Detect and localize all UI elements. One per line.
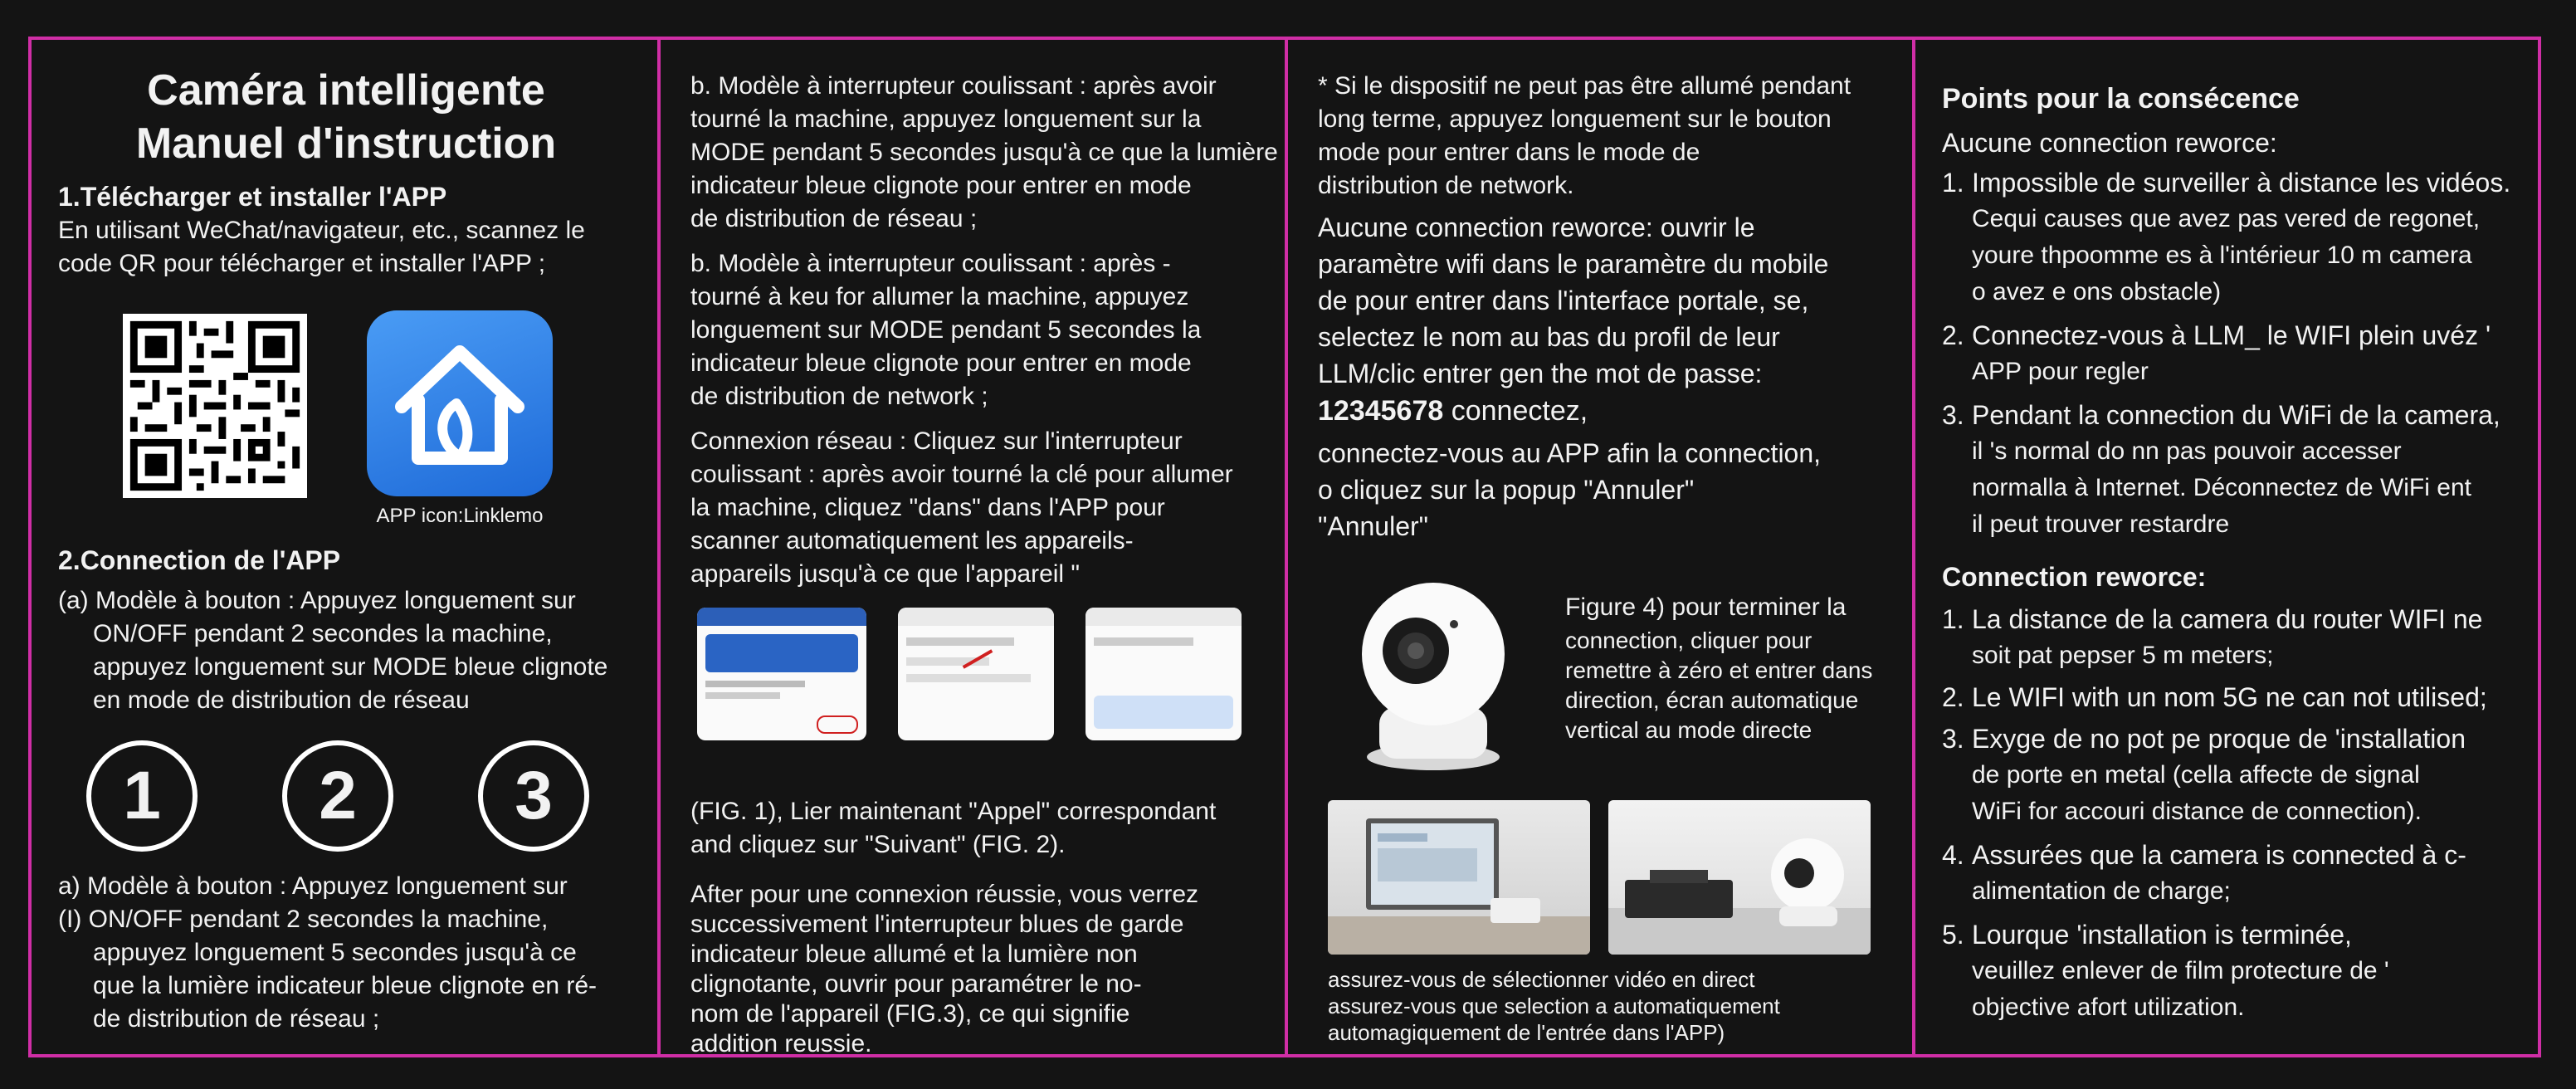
fig-caption-line: (FIG. 1), Lier maintenant "Appel" correspondant <box>690 798 1217 825</box>
para-after-line: clignotante, ouvrir pour paramétrer le no- <box>690 970 1142 998</box>
list1-line: Impossible de surveiller à distance les vidéos. <box>1972 168 2511 198</box>
figure4-line: Figure 4) pour terminer la <box>1565 593 1847 621</box>
precautions-heading: Points pour la consécence <box>1942 83 2300 115</box>
list1-line: youre thpoomme es à l'intérieur 10 m camera <box>1972 242 2472 269</box>
instruction-sheet <box>28 37 2541 1057</box>
step-number-3: 3 <box>478 740 589 852</box>
step2a-repeat-line: (I) ON/OFF pendant 2 secondes la machine, <box>58 906 549 933</box>
list2-line: objective afort utilization. <box>1972 994 2245 1021</box>
para-b2-line: de distribution de network ; <box>690 383 988 410</box>
list1-line: APP pour regler <box>1972 358 2149 385</box>
para-b2-line: longuement sur MODE pendant 5 secondes la <box>690 316 1202 344</box>
panel-1 <box>32 40 661 1054</box>
para-b1-line: tourné la machine, appuyez longuement sur la <box>690 105 1202 133</box>
list2-line: Exyge de no pot pe proque de 'installation <box>1972 724 2466 754</box>
step2a-line: appuyez longuement sur MODE bleue clignote <box>93 653 608 681</box>
list1-number: 2. <box>1942 320 1964 350</box>
step1-line: En utilisant WeChat/navigateur, etc., scannez le <box>58 217 585 244</box>
photo-caption-line: assurez-vous de sélectionner vidéo en direct <box>1328 967 1755 992</box>
app-icon-caption: APP icon:Linklemo <box>376 505 544 527</box>
title-line-1: Caméra intelligente <box>147 66 545 115</box>
password-line <box>1318 392 1588 430</box>
figure4-line: vertical au mode directe <box>1565 717 1812 743</box>
list1-line: Cequi causes que avez pas vered de regonet, <box>1972 205 2481 232</box>
para-b2-line: indicateur bleue clignote pour entrer en mode <box>690 349 1192 377</box>
monitor-photo <box>1328 800 1590 955</box>
list2-number: 4. <box>1942 840 1964 870</box>
para-b1-line: b. Modèle à interrupteur coulissant : après avoir <box>690 72 1217 100</box>
photo-caption-line: assurez-vous que selection a automatiquement <box>1328 994 1780 1018</box>
camera-illustration <box>1346 574 1520 774</box>
para-b1-line: indicateur bleue clignote pour entrer en mode <box>690 172 1192 199</box>
para-b2-line: b. Modèle à interrupteur coulissant : après - <box>690 250 1171 277</box>
para-connexion-line: Connexion réseau : Cliquez sur l'interrupteur <box>690 427 1183 455</box>
list2-line: soit pat pepser 5 m meters; <box>1972 642 2274 669</box>
sub-heading-2: Connection reworce: <box>1942 562 2207 592</box>
list2-line: Le WIFI with un nom 5G ne can not utilised; <box>1972 682 2487 712</box>
list1-number: 1. <box>1942 168 1964 198</box>
para-connexion-line: appareils jusqu'à ce que l'appareil " <box>690 560 1081 588</box>
para-conn2-line: connectez-vous au APP afin la connection, <box>1318 438 1822 468</box>
para-after-line: addition reussie. <box>690 1030 872 1057</box>
para-after-line: successivement l'interrupteur blues de garde <box>690 911 1184 938</box>
para-top-line: distribution de network. <box>1318 172 1574 199</box>
step-number-2: 2 <box>282 740 393 852</box>
panel-4 <box>1915 40 2538 1054</box>
sub-heading-1: Aucune connection reworce: <box>1942 128 2277 158</box>
list1-line: il 's normal do nn pas pouvoir accesser <box>1972 437 2402 465</box>
list2-line: La distance de la camera du router WIFI ne <box>1972 604 2483 634</box>
para-conn-line: Aucune connection reworce: ouvrir le <box>1318 212 1755 242</box>
desk-camera-photo <box>1608 800 1871 955</box>
figure4-line: remettre à zéro et entrer dans <box>1565 657 1873 683</box>
list1-line: Pendant la connection du WiFi de la camera, <box>1972 400 2500 430</box>
para-connexion-line: scanner automatiquement les appareils- <box>690 527 1134 554</box>
list2-number: 3. <box>1942 724 1964 754</box>
panel-2 <box>661 40 1288 1057</box>
para-conn2-line: o cliquez sur la popup "Annuler" <box>1318 475 1695 505</box>
phone-screenshot <box>1086 608 1242 740</box>
step1-heading: 1.Télécharger et installer l'APP <box>58 182 447 212</box>
list2-line: veuillez enlever de film protecture de ' <box>1972 957 2389 984</box>
step2a-repeat-line: a) Modèle à bouton : Appuyez longuement sur <box>58 872 568 900</box>
step2-heading: 2.Connection de l'APP <box>58 545 341 575</box>
list1-number: 3. <box>1942 400 1964 430</box>
para-conn-line: LLM/clic entrer gen the mot de passe: <box>1318 359 1763 388</box>
para-b1-line: de distribution de réseau ; <box>690 205 978 232</box>
step2a-line: ON/OFF pendant 2 secondes la machine, <box>93 620 553 647</box>
step1-line: code QR pour télécharger et installer l'APP ; <box>58 250 546 277</box>
title-line-2: Manuel d'instruction <box>135 120 557 168</box>
para-top-line: * Si le dispositif ne peut pas être allumé pendant <box>1318 72 1852 100</box>
para-after-line: indicateur bleue allumé et la lumière non <box>690 940 1138 968</box>
list2-line: WiFi for accouri distance de connection). <box>1972 798 2422 825</box>
list2-line: alimentation de charge; <box>1972 877 2231 905</box>
list1-line: normalla à Internet. Déconnectez de WiFi ent <box>1972 474 2471 501</box>
qr-code-icon <box>123 314 307 498</box>
figure4-line: connection, cliquer pour <box>1565 628 1812 653</box>
phone-screenshot <box>697 608 866 740</box>
list2-number: 1. <box>1942 604 1964 634</box>
list1-line: o avez e ons obstacle) <box>1972 278 2222 305</box>
phone-screenshot <box>898 608 1054 740</box>
para-conn2-line: "Annuler" <box>1318 511 1429 541</box>
list2-number: 5. <box>1942 920 1964 950</box>
home-leaf-app-icon <box>367 310 553 496</box>
list2-line: de porte en metal (cella affecte de signal <box>1972 761 2420 789</box>
fig-caption-line: and cliquez sur "Suivant" (FIG. 2). <box>690 831 1066 858</box>
step-number-1: 1 <box>86 740 198 852</box>
list2-number: 2. <box>1942 682 1964 712</box>
para-after-line: After pour une connexion réussie, vous verrez <box>690 881 1198 908</box>
list2-line: Lourque 'installation is terminée, <box>1972 920 2352 950</box>
list1-line: il peut trouver restardre <box>1972 510 2230 538</box>
step2a-line: en mode de distribution de réseau <box>93 686 470 714</box>
panel-3 <box>1288 40 1915 1054</box>
step2a-repeat-line: appuyez longuement 5 secondes jusqu'à ce <box>93 939 577 966</box>
para-connexion-line: coulissant : après avoir tourné la clé pour allumer <box>690 461 1233 488</box>
password-suffix: connectez, <box>1451 395 1588 427</box>
wifi-password: 12345678 <box>1318 395 1444 427</box>
para-top-line: long terme, appuyez longuement sur le bouton <box>1318 105 1832 133</box>
para-b1-line: MODE pendant 5 secondes jusqu'à ce que la lumière <box>690 139 1278 166</box>
list2-line: Assurées que la camera is connected à c- <box>1972 840 2466 870</box>
para-b2-line: tourné à keu for allumer la machine, appuyez <box>690 283 1189 310</box>
photo-caption-line: automagiquement de l'entrée dans l'APP) <box>1328 1020 1725 1045</box>
para-conn-line: paramètre wifi dans le paramètre du mobile <box>1318 249 1829 279</box>
step2a-repeat-line: de distribution de réseau ; <box>93 1005 380 1033</box>
list1-line: Connectez-vous à LLM_ le WIFI plein uvéz ' <box>1972 320 2491 350</box>
step2a-line: (a) Modèle à bouton : Appuyez longuement sur <box>58 587 576 614</box>
para-connexion-line: la machine, cliquez "dans" dans l'APP pour <box>690 494 1165 521</box>
para-top-line: mode pour entrer dans le mode de <box>1318 139 1700 166</box>
para-conn-line: de pour entrer dans l'interface portale, se, <box>1318 286 1809 315</box>
para-conn-line: selectez le nom au bas du profil de leur <box>1318 322 1780 352</box>
step2a-repeat-line: que la lumière indicateur bleue clignote en ré- <box>93 972 598 999</box>
para-after-line: nom de l'appareil (FIG.3), ce qui signifie <box>690 1000 1130 1028</box>
figure4-line: direction, écran automatique <box>1565 687 1859 713</box>
